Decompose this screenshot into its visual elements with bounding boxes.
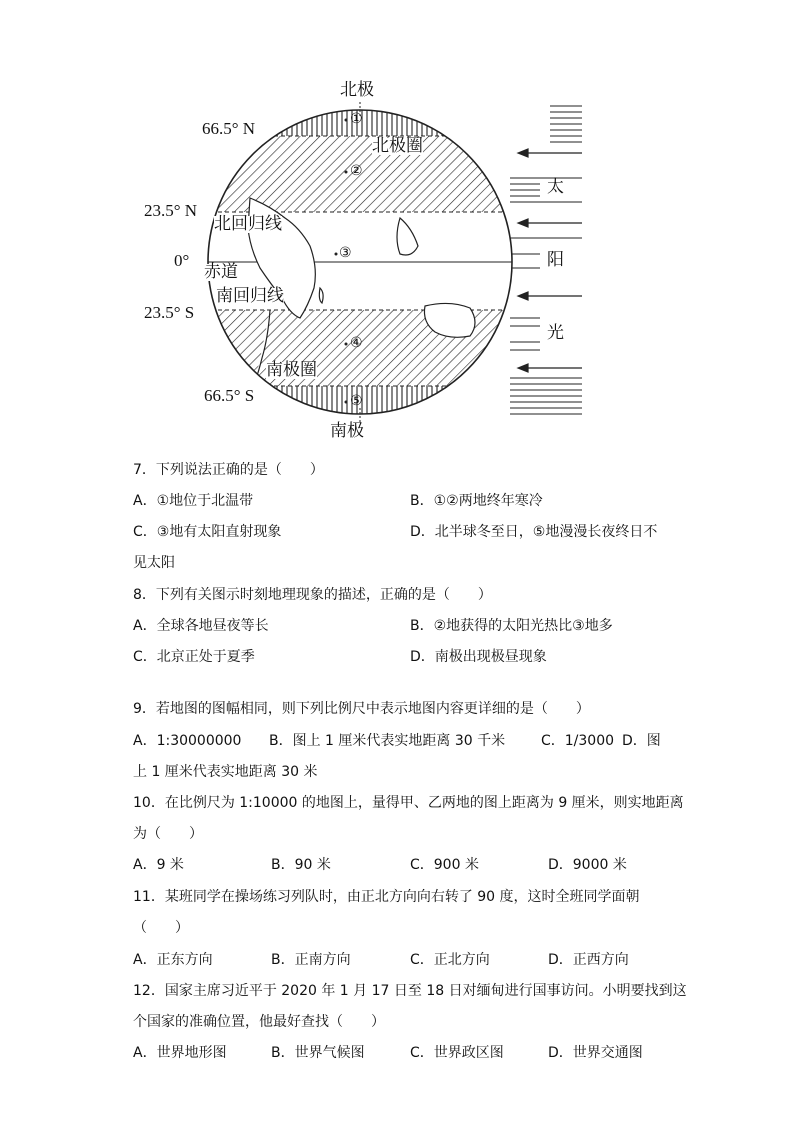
option-d: D．图 xyxy=(622,733,661,749)
question-stem: 8．下列有关图示时刻地理现象的描述，正确的是（ ） xyxy=(133,587,492,603)
south-pole-label: 南极 xyxy=(330,421,364,441)
point-4-label: ④ xyxy=(350,335,363,351)
antarctic-circle-label: 南极圈 xyxy=(266,360,317,380)
option-c: C．正北方向 xyxy=(410,952,490,968)
sunlight-char-3: 光 xyxy=(544,325,567,342)
sunlight-char-2: 阳 xyxy=(544,252,567,269)
option-b: B．正南方向 xyxy=(271,952,351,968)
option-d: D．正西方向 xyxy=(548,952,629,968)
north-pole-label: 北极 xyxy=(340,80,374,100)
question-stem: 11．某班同学在操场练习列队时，由正北方向向右转了 90 度，这时全班同学面朝 xyxy=(133,889,640,905)
point-1-label: ① xyxy=(350,111,363,127)
option-c: C．北京正处于夏季 xyxy=(133,649,255,665)
option-d: D．北半球冬至日，⑤地漫漫长夜终日不 xyxy=(410,524,658,540)
question-stem: 7．下列说法正确的是（ ） xyxy=(133,462,324,478)
tropic-of-cancer-label: 北回归线 xyxy=(214,214,282,234)
option-b: B．世界气候图 xyxy=(271,1045,365,1061)
option-a: A．9 米 xyxy=(133,857,184,873)
option-b: B．②地获得的太阳光热比③地多 xyxy=(410,618,613,634)
point-2-label: ② xyxy=(350,163,363,179)
point-5-label: ⑤ xyxy=(350,393,363,409)
question-stem-continued: （ ） xyxy=(133,920,189,936)
question-stem-continued: 个国家的准确位置，他最好查找（ ） xyxy=(133,1014,385,1030)
lat-66-5-s-label: 66.5° S xyxy=(204,386,255,405)
option-d: D．南极出现极昼现象 xyxy=(410,649,547,665)
lat-66-5-n-label: 66.5° N xyxy=(202,119,256,138)
sunlight-char-1: 太 xyxy=(544,179,567,196)
earth-illumination-figure xyxy=(144,78,590,441)
tropic-of-capricorn-label: 南回归线 xyxy=(216,286,284,306)
question-stem-continued: 为（ ） xyxy=(133,826,203,842)
option-d-continued: 上 1 厘米代表实地距离 30 米 xyxy=(133,764,318,780)
option-c: C．1/3000 xyxy=(541,733,615,749)
option-a: A．①地位于北温带 xyxy=(133,493,254,509)
point-3-label: ③ xyxy=(339,245,352,261)
option-c: C．900 米 xyxy=(410,857,479,873)
option-d: D．9000 米 xyxy=(548,857,627,873)
option-b: B．图上 1 厘米代表实地距离 30 千米 xyxy=(269,733,506,749)
question-stem: 9．若地图的图幅相同，则下列比例尺中表示地图内容更详细的是（ ） xyxy=(133,701,590,717)
option-a: A．1:30000000 xyxy=(133,733,242,749)
lat-23-5-n-label: 23.5° N xyxy=(144,201,198,220)
lat-0-label: 0° xyxy=(174,251,190,270)
question-stem: 10．在比例尺为 1:10000 的地图上，量得甲、乙两地的图上距离为 9 厘米，则实地距离 xyxy=(133,795,684,811)
option-b: B．①②两地终年寒冷 xyxy=(410,493,543,509)
option-a: A．全球各地昼夜等长 xyxy=(133,618,269,634)
question-stem: 12．国家主席习近平于 2020 年 1 月 17 日至 18 日对缅甸进行国事访问。小明要找到这 xyxy=(133,983,687,999)
arctic-circle-label: 北极圈 xyxy=(372,136,423,156)
option-d: D．世界交通图 xyxy=(548,1045,643,1061)
option-d-continued: 见太阳 xyxy=(133,555,175,571)
equator-label: 赤道 xyxy=(204,262,238,282)
option-a: A．正东方向 xyxy=(133,952,213,968)
option-c: C．世界政区图 xyxy=(410,1045,504,1061)
option-a: A．世界地形图 xyxy=(133,1045,227,1061)
option-c: C．③地有太阳直射现象 xyxy=(133,524,282,540)
lat-23-5-s-label: 23.5° S xyxy=(144,303,195,322)
option-b: B．90 米 xyxy=(271,857,331,873)
